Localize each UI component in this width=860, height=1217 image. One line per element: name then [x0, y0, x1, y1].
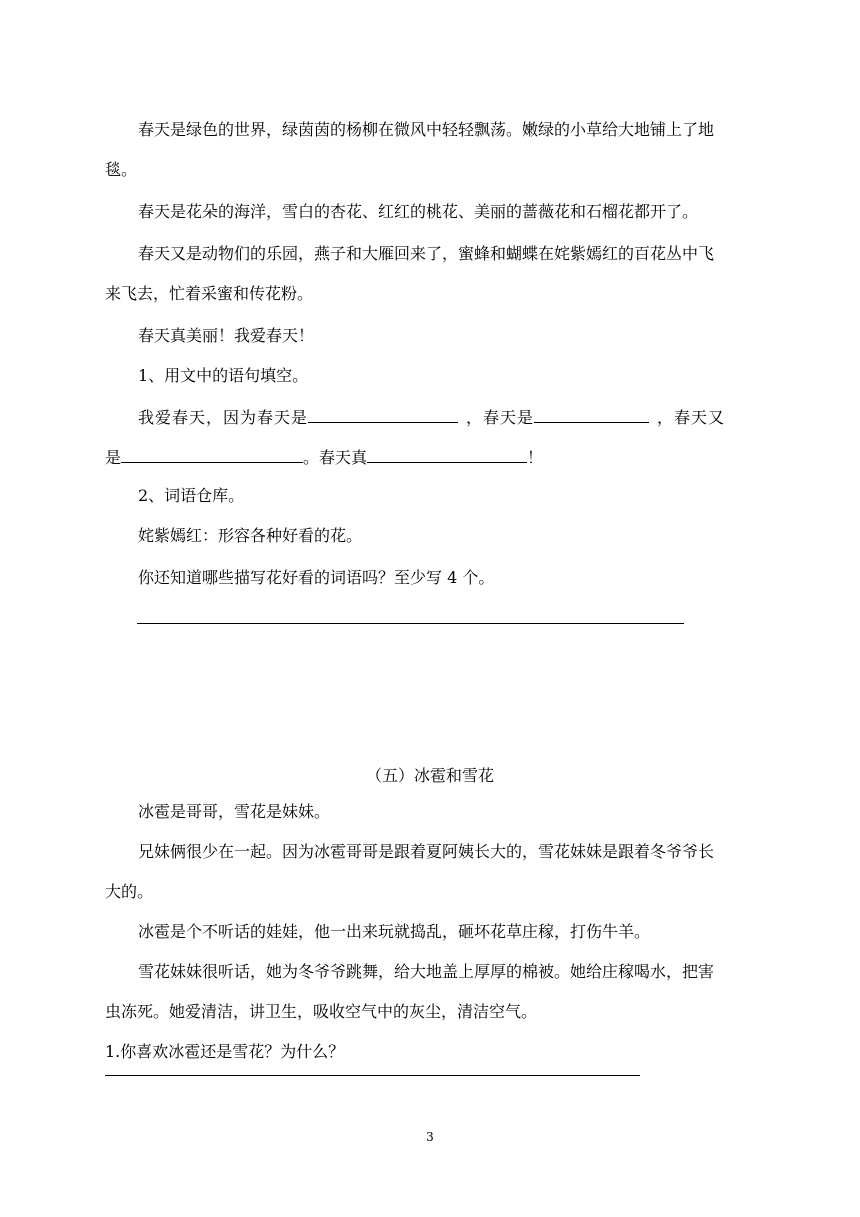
fill-text-b: ，春天是 — [466, 408, 535, 427]
fill-text-c: ，春天又 — [657, 408, 726, 427]
answer-blank-3[interactable] — [121, 446, 303, 463]
paragraph-animal-paradise-cont: 来飞去，忙着采蜜和传花粉。 — [105, 284, 314, 303]
page-number: 3 — [426, 1130, 434, 1144]
paragraph-siblings: 冰雹是哥哥，雪花是妹妹。 — [138, 802, 331, 821]
answer-blank-1[interactable] — [308, 406, 458, 423]
fill-text-e: 。春天真 — [303, 448, 368, 467]
question-2-title: 2、词语仓库。 — [138, 486, 245, 505]
question-2-definition: 姹紫嫣红：形容各种好看的花。 — [138, 526, 363, 545]
passage-5-question-1: 1.你喜欢冰雹还是雪花？为什么？ — [105, 1042, 345, 1061]
paragraph-hail-naughty: 冰雹是个不听话的娃娃，他一出来玩就捣乱，砸坏花草庄稼，打伤牛羊。 — [138, 922, 651, 941]
question-1-fill-line-1 — [138, 406, 725, 428]
passage-5-title: （五）冰雹和雪花 — [365, 766, 494, 785]
answer-line-words[interactable] — [137, 623, 684, 624]
question-2-prompt: 你还知道哪些描写花好看的词语吗？至少写 4 个。 — [138, 568, 495, 587]
answer-blank-2[interactable] — [534, 406, 649, 423]
paragraph-rarely-together: 兄妹俩很少在一起。因为冰雹哥哥是跟着夏阿姨长大的，雪花妹妹是跟着冬爷爷长 — [138, 842, 715, 861]
answer-line-preference[interactable] — [105, 1075, 640, 1076]
paragraph-spring-beautiful: 春天真美丽！我爱春天！ — [138, 326, 315, 345]
fill-text-a: 我爱春天，因为春天是 — [138, 408, 309, 427]
paragraph-rarely-together-cont: 大的。 — [105, 882, 154, 901]
paragraph-animal-paradise: 春天又是动物们的乐园，燕子和大雁回来了，蜜蜂和蝴蝶在姹紫嫣红的百花丛中飞 — [138, 244, 715, 263]
paragraph-flower-ocean: 春天是花朵的海洋，雪白的杏花、红红的桃花、美丽的蔷薇花和石榴花都开了。 — [138, 202, 699, 221]
paragraph-green-world: 春天是绿色的世界，绿茵茵的杨柳在微风中轻轻飘荡。嫩绿的小草给大地铺上了地 — [138, 120, 715, 139]
paragraph-snow-obedient-cont: 虫冻死。她爱清洁，讲卫生，吸收空气中的灰尘，清洁空气。 — [105, 1002, 538, 1021]
paragraph-green-world-cont: 毯。 — [105, 160, 138, 179]
answer-blank-4[interactable] — [367, 446, 527, 463]
fill-text-f: ！ — [527, 448, 544, 467]
question-1-title: 1、用文中的语句填空。 — [138, 366, 309, 385]
paragraph-snow-obedient: 雪花妹妹很听话，她为冬爷爷跳舞，给大地盖上厚厚的棉被。她给庄稼喝水，把害 — [138, 962, 715, 981]
fill-text-d: 是 — [105, 448, 122, 467]
question-1-fill-line-2 — [105, 446, 543, 468]
